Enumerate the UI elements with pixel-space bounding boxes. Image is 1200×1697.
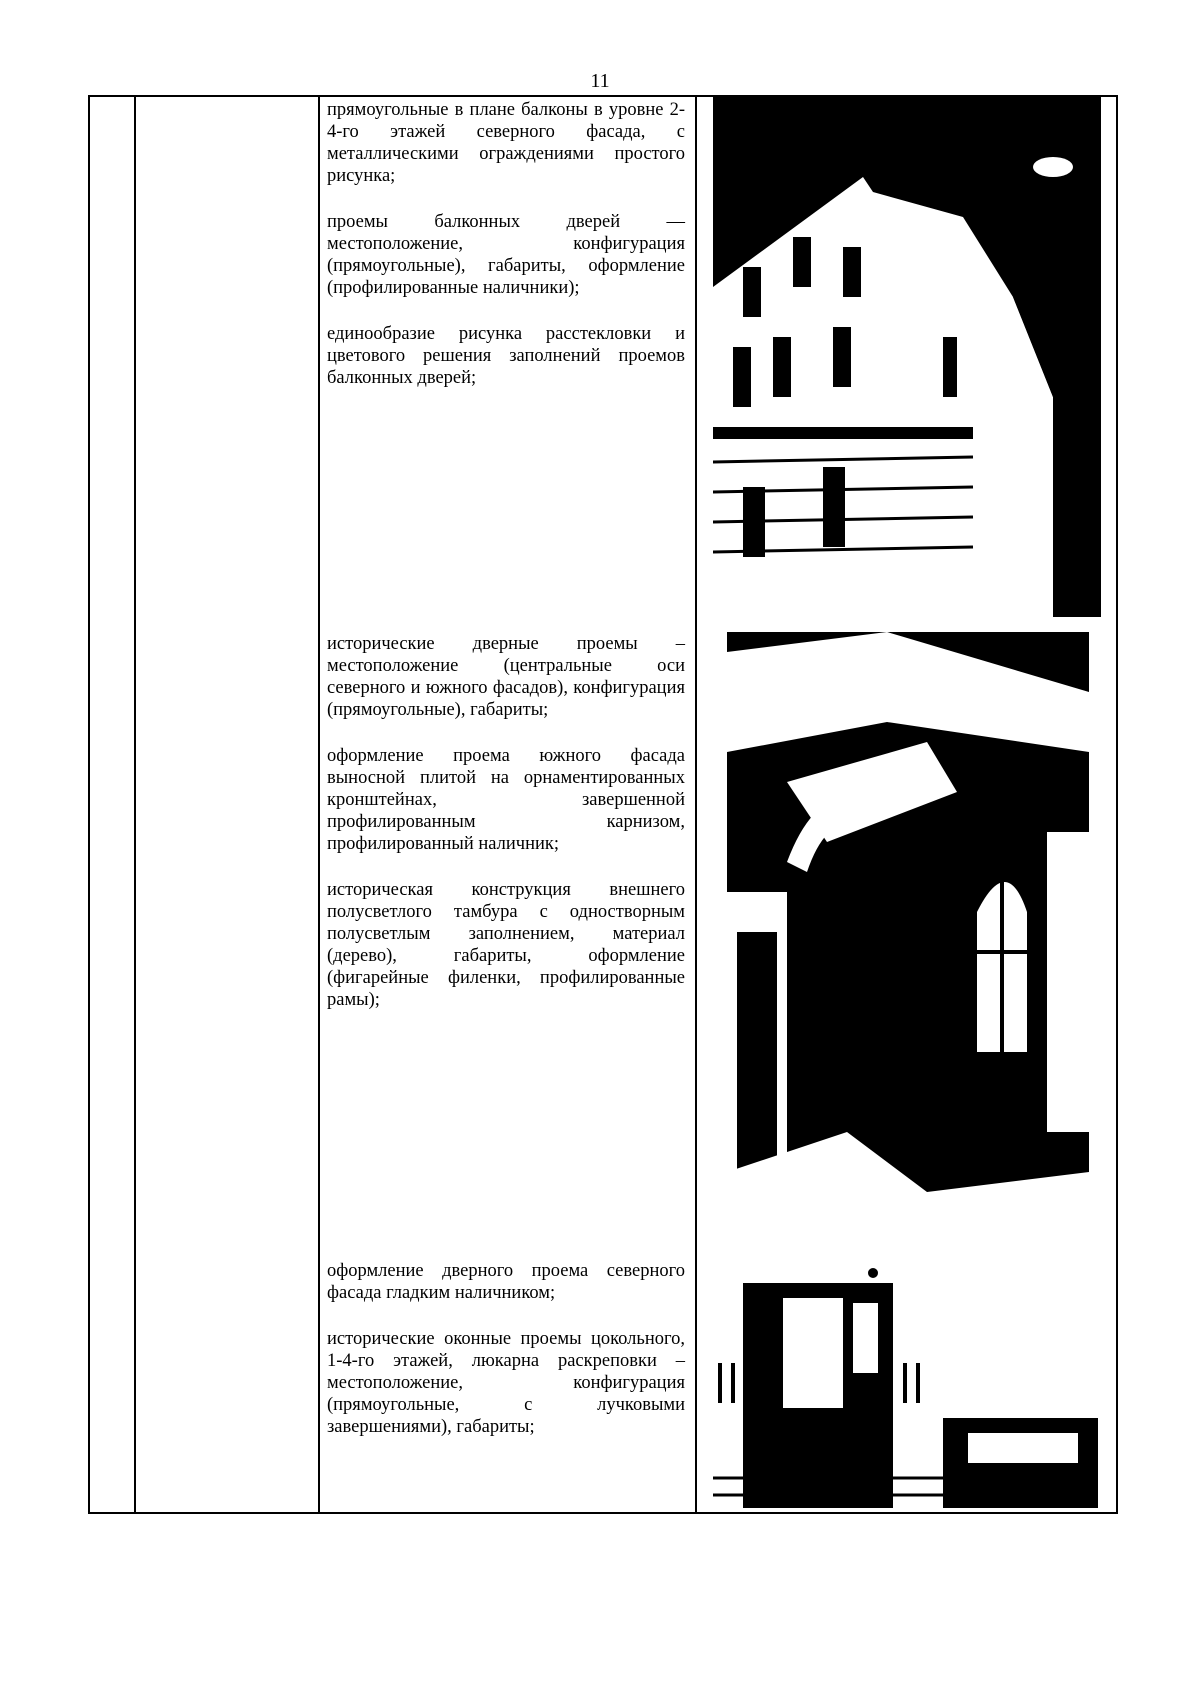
paragraph: оформление проема южного фасада выносной плитой на орнаментированных кронштейнах, завершенной профилированным карнизом, профилированный наличник; [327, 746, 685, 854]
column-divider-2 [318, 97, 320, 1512]
paragraph: исторические оконные проемы цокольного, 1-4-го этажей, люкарна раскреповки – местоположение, конфигурация (прямоугольные, с лучковыми завершениями), габариты; [327, 1329, 685, 1437]
text-block-window-openings [327, 1260, 685, 1462]
text-block-balconies [327, 99, 685, 413]
column-divider-1 [134, 97, 136, 1512]
text-block-door-openings [327, 633, 685, 1035]
paragraph: оформление дверного проема северного фасада гладким наличником; [327, 1261, 685, 1303]
photo-north-door [713, 1263, 1103, 1512]
page-number: 11 [590, 70, 610, 92]
column-divider-3 [695, 97, 697, 1512]
paragraph: историческая конструкция внешнего полусветлого тамбура с одностворным полусветлым заполнением, материал (дерево), габариты, оформление (фигарейные филенки, профилированные рамы); [327, 880, 685, 1010]
paragraph: единообразие рисунка расстекловки и цветового решения заполнений проемов балконных дверей; [327, 324, 685, 388]
photo-entrance-portal [727, 632, 1089, 1243]
photo-building-facade [713, 97, 1101, 617]
paragraph: прямоугольные в плане балконы в уровне 2-4-го этажей северного фасада, с металлическими ограждениями простого рисунка; [327, 100, 685, 186]
paragraph: проемы балконных дверей — местоположение, конфигурация (прямоугольные), габариты, оформление (профилированные наличники); [327, 212, 685, 298]
paragraph: исторические дверные проемы – местоположение (центральные оси северного и южного фасадов), конфигурация (прямоугольные), габариты; [327, 634, 685, 720]
